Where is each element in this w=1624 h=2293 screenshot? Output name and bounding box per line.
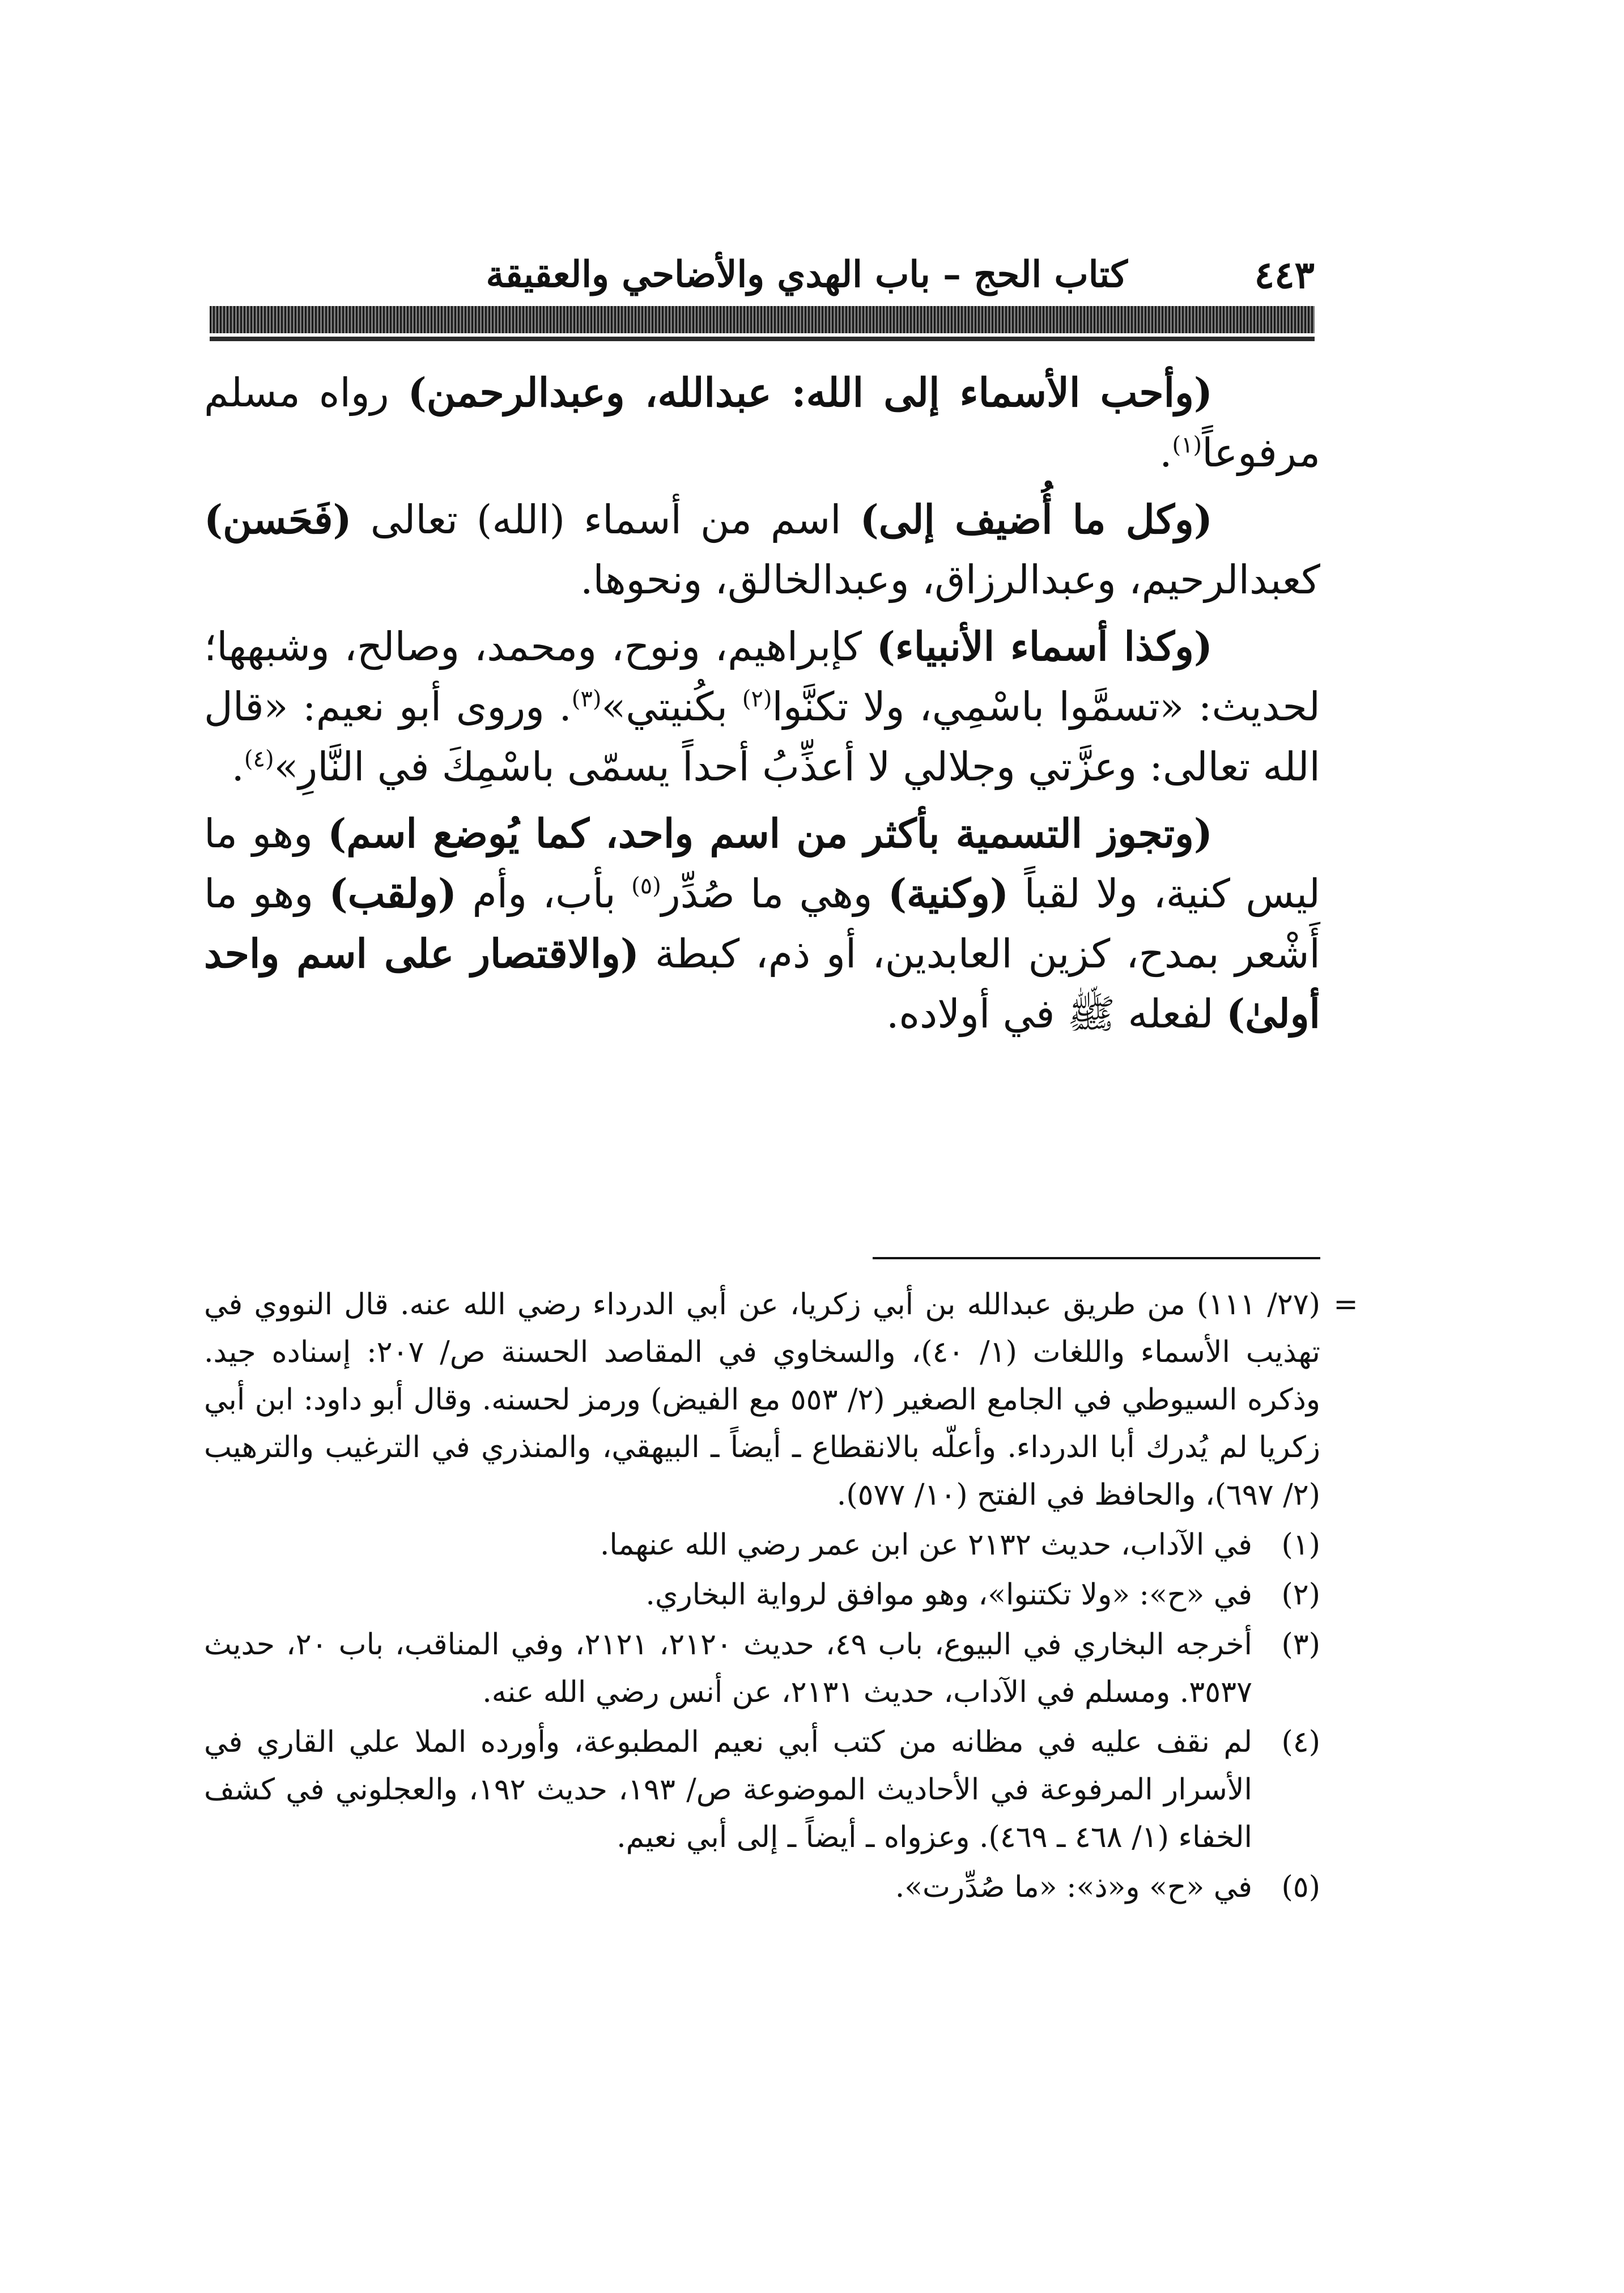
matn-text: (وأحب الأسماء إلى الله: عبدالله، وعبدالرحمن): [407, 369, 1213, 416]
commentary-text: . وروى أبو نعيم: «قال الله تعالى: وعزَّتي وجلالي لا أعذِّبُ أحداً يسمّى باسْمِكَ في النَّارِ»: [204, 683, 1320, 790]
footnote-marker: (٣): [1281, 1628, 1320, 1662]
paragraph-3: [204, 617, 1320, 797]
footnote-item: [204, 1571, 1320, 1619]
paragraph-1: [204, 363, 1320, 483]
page-header: [210, 249, 1315, 300]
footnote-continuation: [204, 1281, 1358, 1519]
commentary-text: لفعله ﷺ في أولاده.: [886, 991, 1226, 1037]
footnote-text: (٢٧/ ١١١) من طريق عبدالله بن أبي زكريا، عن أبي الدرداء رضي الله عنه. قال النووي في تهذيب الأسماء واللغات (١/ ٤٠)، والسخاوي في المقاصد الحسنة ص/ ٢٠٧: إسناده جيد. وذكره السيوطي في الجامع الصغير (٢/ ٥٥٣ مع الفيض) ورمز لحسنه. وقال أبو داود: ابن أبي زكريا لم يُدرك أبا الدرداء. وأعلّه بالانقطاع ـ أيضاً ـ البيهقي، والمنذري في الترغيب والترهيب (٢/ ٦٩٧)، والحافظ في الفتح (١٠/ ٥٧٧).: [204, 1288, 1320, 1512]
commentary-text: رواه مسلم مرفوعاً: [204, 370, 1320, 476]
footnote-text: لم نقف عليه في مظانه من كتب أبي نعيم المطبوعة، وأورده الملا علي القاري في الأسرار المرفوعة في الأحاديث الموضوعة ص/ ١٩٣، حديث ١٩٢، والعجلوني في كشف الخفاء (١/ ٤٦٨ ـ ٤٦٩). وعزواه ـ أيضاً ـ إلى أبي نعيم.: [204, 1725, 1252, 1854]
footnote-item: [204, 1718, 1320, 1861]
footnotes: [204, 1281, 1358, 1913]
footnote-text: في الآداب، حديث ٢١٣٢ عن ابن عمر رضي الله عنهما.: [600, 1528, 1252, 1562]
matn-text: (والاقتصار على اسم واحد أولىٰ): [204, 930, 1320, 1037]
paragraph-2: [204, 490, 1320, 610]
footnote-text: في «ح» و«ذ»: «ما صُدِّرت».: [895, 1870, 1252, 1904]
matn-text: (فَحَسن): [204, 496, 352, 543]
commentary-text: وهو ما أَشْعر بمدح، كزين العابدين، أو ذم، كبطة: [204, 871, 1320, 977]
footnote-ref-5: (٥): [631, 873, 661, 899]
commentary-text: بأب، وأم: [457, 871, 632, 917]
footnote-divider: [873, 1257, 1320, 1259]
matn-text: (وتجوز التسمية بأكثر من اسم واحد، كما يُوضع اسم): [328, 810, 1213, 857]
footnote-marker: (٥): [1281, 1870, 1320, 1904]
footnote-item: [204, 1621, 1320, 1716]
commentary-text: اسم من أسماء (الله) تعالى: [351, 496, 860, 543]
commentary-text: كإبراهيم، ونوح، ومحمد، وصالح، وشبهها؛ لحديث: «تسمَّوا باسْمِي، ولا تكنَّوا: [204, 623, 1320, 730]
footnote-marker: (٤): [1281, 1725, 1320, 1759]
punctuation: .: [231, 744, 244, 790]
header-ornamental-rule: [210, 306, 1315, 333]
footnote-ref-1: (١): [1172, 432, 1202, 458]
page-number: ٤٤٣: [1254, 253, 1315, 297]
footnote-item: [204, 1863, 1320, 1911]
footnote-marker: (٢): [1281, 1578, 1320, 1612]
footnote-ref-4: (٤): [244, 746, 274, 772]
header-rule-line: [210, 337, 1315, 341]
commentary-text: وهي ما صُدِّر: [661, 871, 888, 917]
footnote-text: في «ح»: «ولا تكتنوا»، وهو موافق لرواية البخاري.: [645, 1578, 1252, 1612]
matn-text: (وكنية): [887, 870, 1009, 917]
commentary-text: وهو ما ليس كنية، ولا لقباً: [204, 810, 1320, 917]
footnote-text: أخرجه البخاري في البيوع، باب ٤٩، حديث ٢١٢٠، ٢١٢١، وفي المناقب، باب ٢٠، حديث ٣٥٣٧. ومسلم في الآداب، حديث ٢١٣١، عن أنس رضي الله عنه.: [204, 1628, 1252, 1709]
punctuation: .: [1159, 430, 1172, 476]
footnote-ref-2: (٢): [742, 686, 772, 712]
commentary-text: كعبدالرحيم، وعبدالرزاق، وعبدالخالق، ونحوها.: [580, 557, 1320, 603]
matn-text: (وكذا أسماء الأنبياء): [876, 623, 1213, 670]
matn-text: (ولقب): [329, 870, 457, 917]
paragraph-4: [204, 804, 1320, 1044]
main-text: [204, 363, 1320, 1051]
commentary-text: بكُنيتي»: [601, 683, 742, 730]
footnote-marker: (١): [1281, 1528, 1320, 1562]
matn-text: (وكل ما أُضيف إلى): [860, 496, 1213, 543]
continuation-marker: =: [1333, 1288, 1358, 1322]
footnote-item: [204, 1521, 1320, 1569]
running-title: كتاب الحج – باب الهدي والأضاحي والعقيقة: [486, 253, 1128, 296]
footnote-ref-3: (٣): [571, 686, 602, 712]
